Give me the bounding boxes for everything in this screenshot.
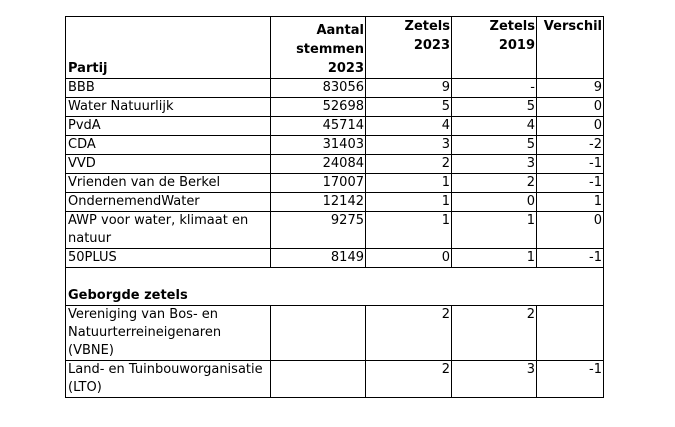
party-name: Vrienden van de Berkel: [66, 174, 271, 193]
votes-value: 8149: [271, 249, 366, 268]
seats-2019-value: 0: [452, 193, 537, 212]
difference-value: 9: [537, 79, 604, 98]
seats-2019-value: 1: [452, 212, 537, 249]
seats-2023-value: 2: [366, 361, 452, 398]
table-row: [66, 306, 604, 361]
difference-value: 1: [537, 193, 604, 212]
seats-2023-value: 1: [366, 193, 452, 212]
seats-2023-value: 4: [366, 117, 452, 136]
seats-2023-value: 1: [366, 212, 452, 249]
header-party: Partij: [66, 17, 271, 79]
votes-value: 45714: [271, 117, 366, 136]
table-row: [66, 249, 604, 268]
seats-2023-value: 2: [366, 155, 452, 174]
votes-value: [271, 306, 366, 361]
table-row: [66, 136, 604, 155]
header-seats-2019: Zetels 2019: [452, 17, 537, 79]
votes-value: 17007: [271, 174, 366, 193]
difference-value: 0: [537, 212, 604, 249]
table-row: [66, 98, 604, 117]
party-name: Land- en Tuinbouworganisatie (LTO): [66, 361, 271, 398]
votes-value: 12142: [271, 193, 366, 212]
seats-2023-value: 3: [366, 136, 452, 155]
difference-value: [537, 306, 604, 361]
seats-2019-value: 2: [452, 306, 537, 361]
difference-value: 0: [537, 117, 604, 136]
votes-value: [271, 361, 366, 398]
section-title: Geborgde zetels: [66, 268, 604, 306]
votes-value: 83056: [271, 79, 366, 98]
party-name: Water Natuurlijk: [66, 98, 271, 117]
votes-value: 9275: [271, 212, 366, 249]
party-name: VVD: [66, 155, 271, 174]
votes-value: 52698: [271, 98, 366, 117]
seats-2019-value: 3: [452, 155, 537, 174]
party-name: AWP voor water, klimaat en natuur: [66, 212, 271, 249]
table-row: [66, 174, 604, 193]
party-name: 50PLUS: [66, 249, 271, 268]
header-votes: Aantal stemmen 2023: [271, 17, 366, 79]
section-header-row: [66, 268, 604, 306]
seats-2019-value: 3: [452, 361, 537, 398]
seats-2023-value: 0: [366, 249, 452, 268]
party-name: Vereniging van Bos- en Natuurterreineigenaren (VBNE): [66, 306, 271, 361]
table-row: [66, 117, 604, 136]
header-difference: Verschil: [537, 17, 604, 79]
difference-value: -2: [537, 136, 604, 155]
party-name: CDA: [66, 136, 271, 155]
seats-2023-value: 1: [366, 174, 452, 193]
difference-value: -1: [537, 361, 604, 398]
difference-value: -1: [537, 249, 604, 268]
votes-value: 24084: [271, 155, 366, 174]
seats-2019-value: 5: [452, 136, 537, 155]
table-row: [66, 193, 604, 212]
header-seats-2023: Zetels 2023: [366, 17, 452, 79]
table-row: [66, 212, 604, 249]
difference-value: 0: [537, 98, 604, 117]
difference-value: -1: [537, 155, 604, 174]
difference-value: -1: [537, 174, 604, 193]
votes-value: 31403: [271, 136, 366, 155]
table-row: [66, 79, 604, 98]
party-name: OndernemendWater: [66, 193, 271, 212]
election-results-table: [65, 16, 604, 398]
seats-2023-value: 2: [366, 306, 452, 361]
party-name: BBB: [66, 79, 271, 98]
seats-2019-value: 4: [452, 117, 537, 136]
seats-2019-value: 1: [452, 249, 537, 268]
seats-2019-value: 5: [452, 98, 537, 117]
seats-2023-value: 9: [366, 79, 452, 98]
seats-2023-value: 5: [366, 98, 452, 117]
seats-2019-value: -: [452, 79, 537, 98]
table-row: [66, 155, 604, 174]
table-row: [66, 361, 604, 398]
party-name: PvdA: [66, 117, 271, 136]
seats-2019-value: 2: [452, 174, 537, 193]
header-row: [66, 17, 604, 79]
